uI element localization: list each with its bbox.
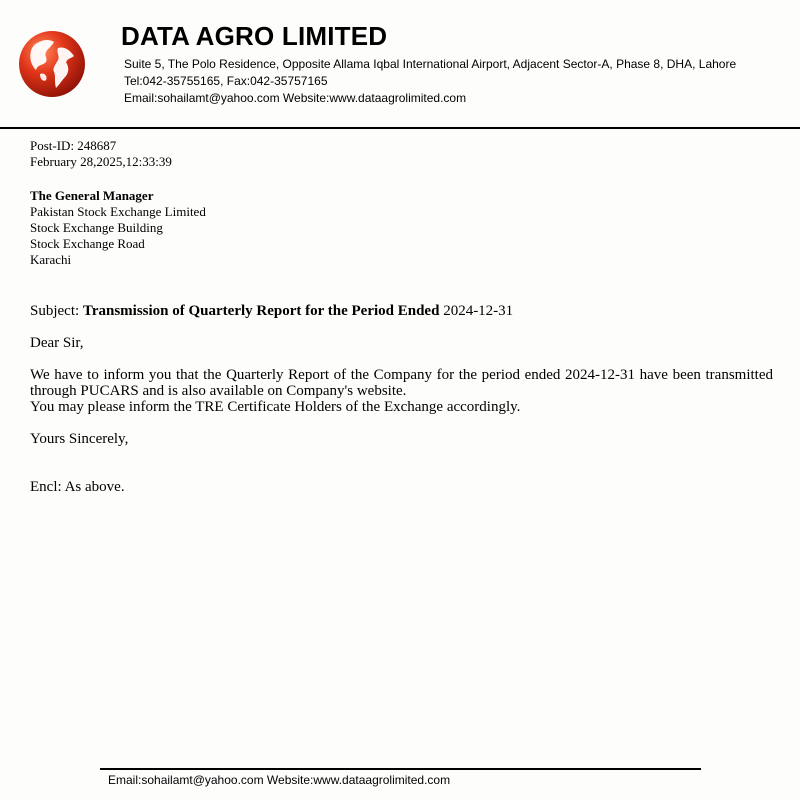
salutation: Dear Sir, (30, 335, 84, 351)
letter-subject (30, 303, 513, 319)
company-name: DATA AGRO LIMITED (121, 21, 388, 51)
letter-paragraph: We have to inform you that the Quarterly Report of the Company for the period ended 2024-12-31 have been transmitted through PUCARS and is also available on Company's website. (30, 367, 773, 399)
recipient-line: Pakistan Stock Exchange Limited (30, 204, 206, 219)
subject-date: 2024-12-31 (439, 303, 514, 319)
recipient-line: Stock Exchange Road (30, 236, 145, 251)
company-tel-fax: Tel:042-35755165, Fax:042-35757165 (124, 74, 328, 88)
post-id: Post-ID: 248687 (30, 138, 117, 153)
company-email-website: Email:sohailamt@yahoo.com Website:www.dataagrolimited.com (124, 91, 467, 105)
subject-prefix: Subject: (30, 303, 83, 319)
recipient-title: The General Manager (30, 188, 154, 203)
globe-icon (18, 30, 86, 98)
recipient-line: Stock Exchange Building (30, 220, 163, 235)
enclosure: Encl: As above. (30, 479, 125, 495)
recipient-address (30, 188, 206, 268)
recipient-line: Karachi (30, 252, 72, 267)
company-address: Suite 5, The Polo Residence, Opposite Allama Iqbal International Airport, Adjacent Sector-A, Phase 8, DHA, Lahore (124, 57, 737, 71)
footer-divider (100, 768, 701, 770)
header-divider (0, 127, 800, 129)
letter-paragraph: You may please inform the TRE Certificate Holders of the Exchange accordingly. (30, 399, 521, 415)
footer-email-website: Email:sohailamt@yahoo.com Website:www.dataagrolimited.com (108, 773, 451, 787)
post-date: February 28,2025,12:33:39 (30, 154, 172, 169)
closing: Yours Sincerely, (30, 431, 129, 447)
subject-title: Transmission of Quarterly Report for the Period Ended (82, 303, 440, 319)
